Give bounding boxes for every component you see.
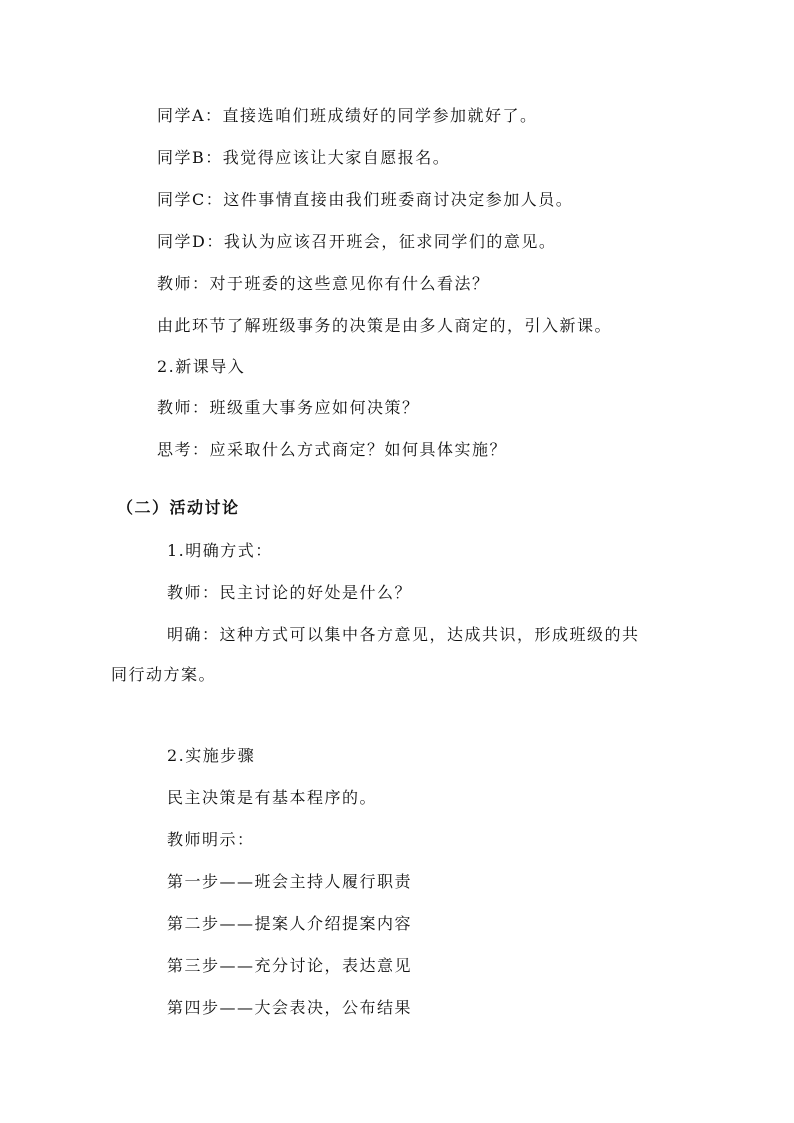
think-question: 思考：应采取什么方式商定？如何具体实施？ [157, 440, 508, 459]
clarify-text-line-1: 明确：这种方式可以集中各方意见，达成共识，形成班级的共 [167, 625, 640, 644]
teacher-question-3: 教师：民主讨论的好处是什么？ [167, 583, 413, 602]
dialogue-student-a: 同学A：直接选咱们班成绩好的同学参加就好了。 [157, 106, 538, 125]
dialogue-student-d: 同学D：我认为应该召开班会，征求同学们的意见。 [157, 232, 557, 251]
dialogue-student-c: 同学C：这件事情直接由我们班委商讨决定参加人员。 [157, 190, 574, 209]
clarify-text-line-2: 同行动方案。 [111, 665, 217, 684]
section-heading-activity: （二）活动讨论 [117, 498, 240, 517]
dialogue-student-b: 同学B：我觉得应该让大家自愿报名。 [157, 148, 451, 167]
transition-text: 由此环节了解班级事务的决策是由多人商定的，引入新课。 [157, 316, 613, 335]
teacher-question-2: 教师：班级重大事务应如何决策？ [157, 398, 420, 417]
subheading-clarify: 1.明确方式： [167, 541, 273, 560]
teacher-show: 教师明示： [167, 830, 255, 849]
teacher-question-1: 教师：对于班委的这些意见你有什么看法？ [157, 274, 490, 293]
subheading-new-lesson: 2.新课导入 [157, 357, 246, 376]
step-item-3: 第三步——充分讨论，表达意见 [167, 956, 413, 975]
step-item-1: 第一步——班会主持人履行职责 [167, 872, 413, 891]
steps-intro: 民主决策是有基本程序的。 [167, 788, 378, 807]
subheading-steps: 2.实施步骤 [167, 746, 256, 765]
step-item-4: 第四步——大会表决，公布结果 [167, 998, 413, 1017]
step-item-2: 第二步——提案人介绍提案内容 [167, 914, 413, 933]
